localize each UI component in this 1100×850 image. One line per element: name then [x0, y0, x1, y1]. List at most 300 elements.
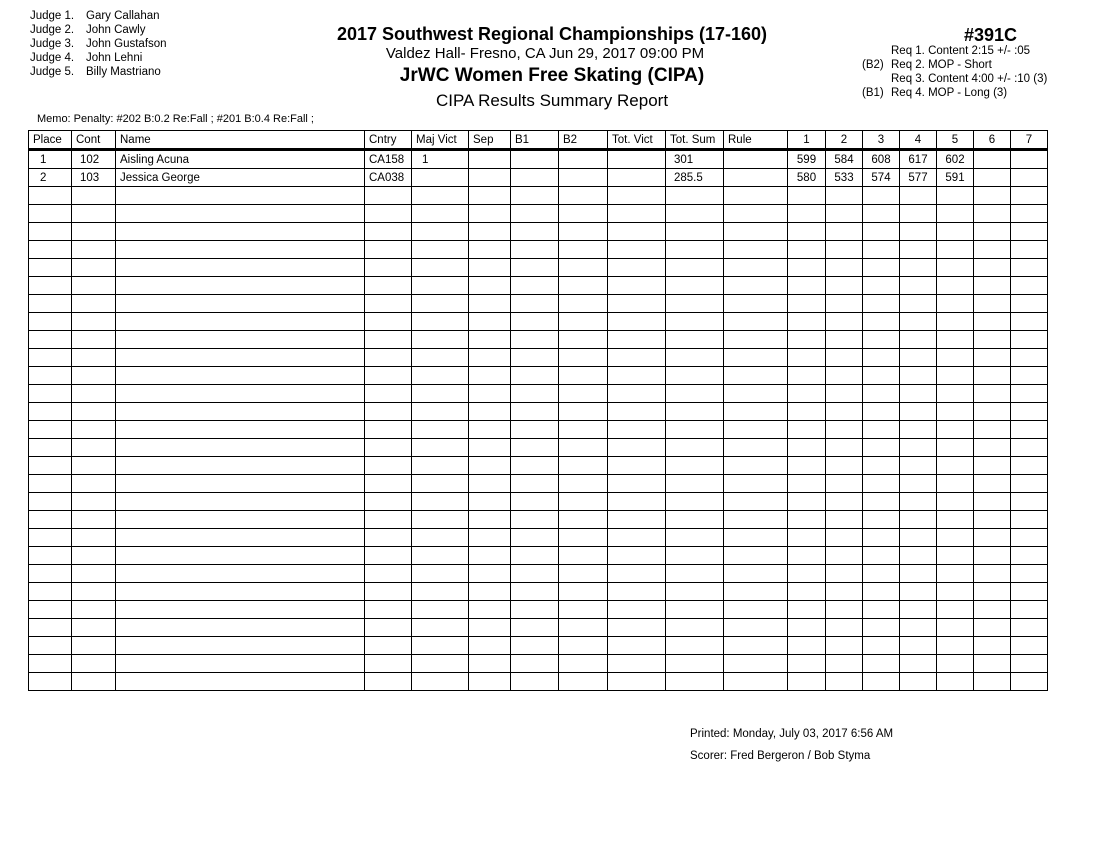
table-cell	[116, 655, 365, 673]
table-cell	[826, 205, 863, 223]
table-cell	[72, 385, 116, 403]
table-cell	[559, 421, 608, 439]
table-cell	[29, 637, 72, 655]
table-cell	[559, 457, 608, 475]
table-cell	[724, 619, 788, 637]
table-cell: 584	[826, 150, 863, 169]
table-cell	[29, 565, 72, 583]
table-cell	[900, 619, 937, 637]
table-cell	[900, 421, 937, 439]
table-cell	[1011, 655, 1048, 673]
table-cell	[365, 223, 412, 241]
table-cell	[974, 403, 1011, 421]
table-row-empty	[29, 241, 1048, 259]
table-cell	[826, 547, 863, 565]
table-cell	[72, 313, 116, 331]
table-cell	[116, 493, 365, 511]
table-row-empty	[29, 475, 1048, 493]
table-cell	[72, 565, 116, 583]
table-cell	[788, 619, 826, 637]
table-cell	[900, 529, 937, 547]
printed-date: Printed: Monday, July 03, 2017 6:56 AM	[690, 728, 894, 740]
table-cell	[937, 547, 974, 565]
table-cell	[666, 295, 724, 313]
table-cell	[29, 583, 72, 601]
table-cell	[72, 349, 116, 367]
table-cell	[974, 673, 1011, 691]
table-cell	[724, 169, 788, 187]
table-cell	[511, 241, 559, 259]
table-cell	[469, 637, 511, 655]
table-cell	[724, 511, 788, 529]
table-cell	[863, 277, 900, 295]
table-row-empty	[29, 313, 1048, 331]
table-cell	[511, 223, 559, 241]
judge-line: Judge 3. John Gustafson	[30, 38, 167, 50]
table-cell	[29, 421, 72, 439]
table-cell	[900, 223, 937, 241]
table-cell: 102	[72, 150, 116, 169]
table-cell	[469, 367, 511, 385]
table-cell: 602	[937, 150, 974, 169]
table-cell: 301	[666, 150, 724, 169]
table-cell	[116, 295, 365, 313]
table-cell	[116, 475, 365, 493]
table-cell	[788, 493, 826, 511]
table-cell	[826, 421, 863, 439]
table-cell	[412, 475, 469, 493]
table-cell	[365, 529, 412, 547]
table-cell	[974, 187, 1011, 205]
table-cell	[116, 529, 365, 547]
table-cell	[900, 259, 937, 277]
table-cell	[666, 601, 724, 619]
table-cell	[1011, 637, 1048, 655]
table-cell	[724, 565, 788, 583]
table-cell	[900, 493, 937, 511]
table-cell	[116, 223, 365, 241]
table-cell	[29, 277, 72, 295]
table-cell	[29, 385, 72, 403]
table-cell	[412, 187, 469, 205]
table-cell	[974, 349, 1011, 367]
table-cell	[511, 150, 559, 169]
table-cell	[826, 475, 863, 493]
column-header: 2	[826, 131, 863, 150]
table-cell	[511, 385, 559, 403]
table-cell: 580	[788, 169, 826, 187]
table-cell	[1011, 475, 1048, 493]
table-cell: 591	[937, 169, 974, 187]
table-cell	[116, 637, 365, 655]
table-cell	[29, 241, 72, 259]
table-cell	[937, 655, 974, 673]
table-cell	[29, 547, 72, 565]
table-cell	[724, 277, 788, 295]
table-cell	[974, 475, 1011, 493]
table-cell	[937, 493, 974, 511]
table-cell	[900, 205, 937, 223]
table-cell	[469, 673, 511, 691]
table-cell	[608, 313, 666, 331]
table-cell	[937, 583, 974, 601]
memo: Memo: Penalty: #202 B:0.2 Re:Fall ; #201 B:0.4 Re:Fall ;	[37, 113, 314, 125]
table-cell	[724, 150, 788, 169]
table-cell	[974, 331, 1011, 349]
report-title: CIPA Results Summary Report	[435, 91, 669, 110]
table-cell	[974, 547, 1011, 565]
table-cell	[412, 331, 469, 349]
table-cell	[559, 169, 608, 187]
table-cell	[72, 475, 116, 493]
table-cell	[116, 403, 365, 421]
table-cell	[365, 421, 412, 439]
table-cell	[469, 223, 511, 241]
table-cell	[937, 565, 974, 583]
table-cell	[365, 655, 412, 673]
table-cell	[900, 187, 937, 205]
table-cell	[608, 241, 666, 259]
table-cell	[559, 259, 608, 277]
table-cell	[666, 259, 724, 277]
table-cell	[826, 619, 863, 637]
table-cell	[900, 403, 937, 421]
table-cell	[788, 673, 826, 691]
table-cell	[559, 349, 608, 367]
requirement-line: (B2) Req 2. MOP - Short	[862, 59, 992, 71]
table-cell	[937, 385, 974, 403]
table-cell	[666, 277, 724, 295]
table-cell	[937, 223, 974, 241]
table-cell	[469, 277, 511, 295]
table-cell	[469, 169, 511, 187]
table-cell	[29, 349, 72, 367]
table-cell	[826, 367, 863, 385]
table-cell	[511, 547, 559, 565]
table-cell	[412, 349, 469, 367]
table-row-empty	[29, 673, 1048, 691]
table-cell	[863, 313, 900, 331]
table-cell	[365, 619, 412, 637]
table-cell	[863, 421, 900, 439]
table-cell	[608, 331, 666, 349]
table-cell	[608, 223, 666, 241]
table-cell	[559, 529, 608, 547]
table-cell	[788, 457, 826, 475]
table-cell	[724, 439, 788, 457]
table-cell	[863, 205, 900, 223]
table-cell	[365, 511, 412, 529]
table-cell	[365, 331, 412, 349]
column-header: Rule	[724, 131, 788, 150]
table-row-empty	[29, 385, 1048, 403]
table-cell	[469, 511, 511, 529]
table-cell: 617	[900, 150, 937, 169]
column-header: B2	[559, 131, 608, 150]
table-cell	[937, 277, 974, 295]
table-cell	[412, 493, 469, 511]
table-cell	[863, 619, 900, 637]
column-header: Name	[116, 131, 365, 150]
table-cell	[974, 241, 1011, 259]
table-cell	[1011, 619, 1048, 637]
table-row-empty	[29, 511, 1048, 529]
table-cell	[116, 583, 365, 601]
table-cell	[1011, 385, 1048, 403]
table-cell	[469, 150, 511, 169]
table-cell	[72, 493, 116, 511]
table-cell	[608, 583, 666, 601]
table-cell	[116, 187, 365, 205]
table-cell	[863, 655, 900, 673]
table-cell	[666, 187, 724, 205]
table-cell	[469, 241, 511, 259]
table-cell	[511, 187, 559, 205]
requirement-line: Req 3. Content 4:00 +/- :10 (3)	[891, 73, 1048, 85]
table-row	[29, 169, 1048, 187]
table-cell	[900, 673, 937, 691]
table-cell	[1011, 583, 1048, 601]
table-cell	[559, 547, 608, 565]
table-cell	[559, 241, 608, 259]
table-cell	[559, 673, 608, 691]
table-cell	[863, 223, 900, 241]
table-cell	[608, 547, 666, 565]
table-cell	[29, 403, 72, 421]
table-cell	[666, 475, 724, 493]
table-cell	[724, 313, 788, 331]
table-cell	[826, 637, 863, 655]
table-cell	[608, 187, 666, 205]
table-cell	[826, 187, 863, 205]
table-cell	[1011, 403, 1048, 421]
table-cell	[724, 583, 788, 601]
table-cell	[412, 673, 469, 691]
table-cell	[788, 655, 826, 673]
table-cell	[469, 295, 511, 313]
table-row-empty	[29, 547, 1048, 565]
table-cell	[412, 241, 469, 259]
table-cell	[863, 475, 900, 493]
table-cell	[29, 619, 72, 637]
table-cell: Jessica George	[116, 169, 365, 187]
column-header: 6	[974, 131, 1011, 150]
table-cell	[608, 439, 666, 457]
table-cell	[1011, 493, 1048, 511]
table-cell	[511, 439, 559, 457]
table-row-empty	[29, 223, 1048, 241]
table-cell	[900, 313, 937, 331]
table-cell	[937, 511, 974, 529]
table-cell	[559, 439, 608, 457]
table-cell	[559, 475, 608, 493]
table-cell	[666, 439, 724, 457]
table-cell	[29, 223, 72, 241]
table-cell	[974, 313, 1011, 331]
table-cell	[826, 601, 863, 619]
table-cell	[559, 331, 608, 349]
table-cell	[666, 457, 724, 475]
column-header: 1	[788, 131, 826, 150]
judge-line: Judge 2. John Cawly	[30, 24, 146, 36]
table-cell	[608, 385, 666, 403]
table-cell	[116, 457, 365, 475]
table-cell	[29, 475, 72, 493]
table-cell	[29, 187, 72, 205]
table-cell	[937, 439, 974, 457]
table-cell	[937, 403, 974, 421]
table-cell	[937, 475, 974, 493]
table-cell	[863, 457, 900, 475]
table-cell	[365, 403, 412, 421]
table-cell	[559, 367, 608, 385]
table-cell	[559, 565, 608, 583]
table-cell	[1011, 421, 1048, 439]
table-cell	[72, 223, 116, 241]
table-cell	[365, 457, 412, 475]
table-cell	[666, 241, 724, 259]
table-cell	[863, 511, 900, 529]
table-cell	[72, 421, 116, 439]
table-cell	[412, 439, 469, 457]
table-cell	[826, 439, 863, 457]
table-cell	[1011, 241, 1048, 259]
table-cell	[788, 511, 826, 529]
table-cell	[469, 259, 511, 277]
table-cell: 285.5	[666, 169, 724, 187]
table-cell	[724, 601, 788, 619]
table-cell	[72, 637, 116, 655]
table-cell	[412, 421, 469, 439]
table-cell	[511, 169, 559, 187]
table-cell	[511, 421, 559, 439]
table-cell: 533	[826, 169, 863, 187]
table-cell	[365, 241, 412, 259]
table-cell	[900, 385, 937, 403]
table-header-row	[29, 131, 1048, 150]
table-cell: 103	[72, 169, 116, 187]
column-header: Cntry	[365, 131, 412, 150]
table-cell	[724, 529, 788, 547]
table-row-empty	[29, 403, 1048, 421]
results-table	[28, 130, 1048, 691]
table-row-empty	[29, 601, 1048, 619]
table-cell: 608	[863, 150, 900, 169]
table-cell	[788, 601, 826, 619]
table-cell	[974, 150, 1011, 169]
table-cell	[826, 583, 863, 601]
table-cell	[365, 277, 412, 295]
table-cell	[937, 367, 974, 385]
table-cell	[469, 493, 511, 511]
competition-title: 2017 Southwest Regional Championships (17-160)	[336, 24, 768, 44]
table-cell	[116, 313, 365, 331]
table-cell: Aisling Acuna	[116, 150, 365, 169]
table-cell	[469, 205, 511, 223]
table-cell	[863, 583, 900, 601]
table-cell	[608, 457, 666, 475]
table-cell	[666, 331, 724, 349]
table-cell	[937, 259, 974, 277]
table-cell	[863, 439, 900, 457]
table-cell	[826, 673, 863, 691]
table-cell	[788, 583, 826, 601]
table-cell	[1011, 295, 1048, 313]
table-cell	[365, 583, 412, 601]
table-cell	[559, 205, 608, 223]
table-cell	[116, 565, 365, 583]
table-cell	[900, 655, 937, 673]
table-cell	[72, 529, 116, 547]
table-cell	[863, 637, 900, 655]
table-cell	[724, 457, 788, 475]
table-cell	[666, 565, 724, 583]
table-cell	[666, 529, 724, 547]
table-cell	[559, 583, 608, 601]
table-cell	[863, 565, 900, 583]
table-cell	[974, 565, 1011, 583]
table-cell	[974, 367, 1011, 385]
table-cell	[72, 331, 116, 349]
table-cell	[788, 223, 826, 241]
table-cell	[559, 277, 608, 295]
table-cell	[826, 241, 863, 259]
table-cell	[608, 295, 666, 313]
table-cell	[666, 583, 724, 601]
table-cell	[608, 150, 666, 169]
table-cell	[469, 421, 511, 439]
table-cell	[863, 493, 900, 511]
table-cell	[412, 619, 469, 637]
column-header: B1	[511, 131, 559, 150]
table-cell	[608, 601, 666, 619]
column-header: 7	[1011, 131, 1048, 150]
table-row-empty	[29, 295, 1048, 313]
table-cell	[72, 457, 116, 475]
table-cell	[826, 259, 863, 277]
table-cell	[608, 565, 666, 583]
table-cell	[412, 565, 469, 583]
table-cell	[29, 331, 72, 349]
table-cell	[412, 313, 469, 331]
table-cell	[724, 421, 788, 439]
table-cell	[937, 205, 974, 223]
table-cell	[72, 187, 116, 205]
table-cell	[559, 637, 608, 655]
table-cell	[826, 403, 863, 421]
table-cell	[666, 349, 724, 367]
table-cell	[826, 385, 863, 403]
table-cell	[511, 493, 559, 511]
table-cell	[608, 169, 666, 187]
table-cell	[1011, 511, 1048, 529]
table-cell	[469, 619, 511, 637]
table-cell	[1011, 601, 1048, 619]
scorer: Scorer: Fred Bergeron / Bob Styma	[690, 750, 871, 762]
table-cell	[365, 385, 412, 403]
table-cell	[900, 547, 937, 565]
table-cell	[469, 349, 511, 367]
table-cell	[974, 205, 1011, 223]
table-cell	[863, 403, 900, 421]
table-cell	[937, 313, 974, 331]
table-cell	[724, 259, 788, 277]
table-cell	[412, 655, 469, 673]
table-cell	[826, 457, 863, 475]
table-cell	[974, 583, 1011, 601]
table-row-empty	[29, 277, 1048, 295]
table-cell	[608, 529, 666, 547]
